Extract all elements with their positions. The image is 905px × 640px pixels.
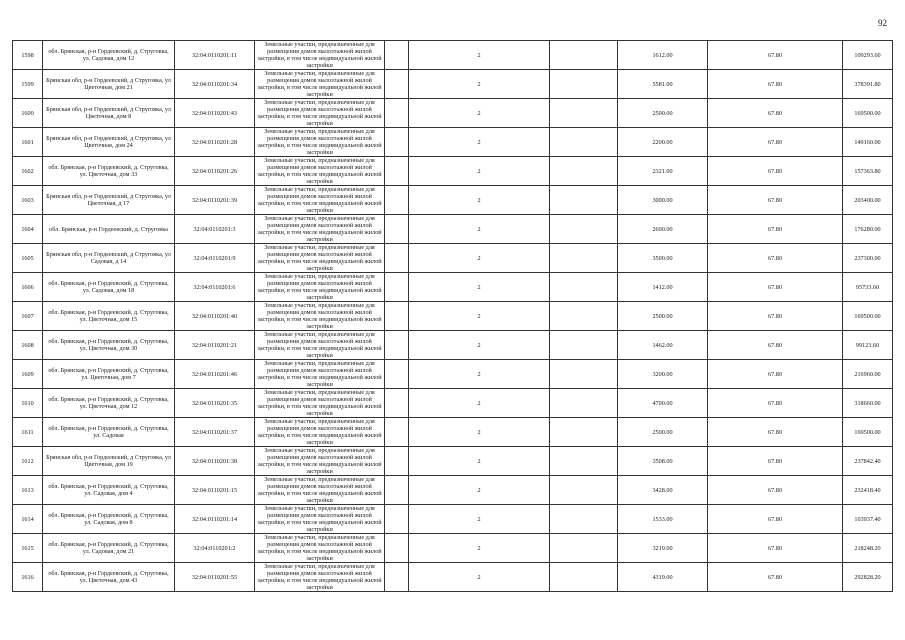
land-use-cell: Земельные участки, предназначенные для размещения домов малоэтажной жилой застройки, в том числе индивидуальной жилой застройки (255, 70, 385, 99)
area-cell: 1612.00 (618, 41, 708, 70)
row-number: 1600 (13, 99, 43, 128)
empty-cell (385, 99, 409, 128)
group-cell: 2 (409, 360, 550, 389)
row-number: 1603 (13, 186, 43, 215)
rate-cell: 67.80 (708, 302, 843, 331)
empty-cell (550, 534, 618, 563)
area-cell: 2321.00 (618, 157, 708, 186)
table-row (13, 447, 893, 476)
group-cell: 2 (409, 389, 550, 418)
cadastral-number-cell: 32:04:0110201:46 (175, 360, 255, 389)
address-cell: обл. Брянская, р-н Гордеевский, д. Струговка, ул. Цветочная, дом 15 (43, 302, 175, 331)
empty-cell (550, 563, 618, 592)
empty-cell (550, 476, 618, 505)
row-number: 1605 (13, 244, 43, 273)
address-cell: Брянская обл, р-н Гордеевский, д Струговка, ул Садовая, д 14 (43, 244, 175, 273)
address-cell: обл. Брянская, р-н Гордеевский, д. Струговка, ул. Цветочная, дом 12 (43, 389, 175, 418)
land-use-cell: Земельные участки, предназначенные для размещения домов малоэтажной жилой застройки, в том числе индивидуальной жилой застройки (255, 302, 385, 331)
rate-cell: 67.80 (708, 534, 843, 563)
rate-cell: 67.80 (708, 128, 843, 157)
row-number: 1598 (13, 41, 43, 70)
cadastral-number-cell: 32:04:0110201:55 (175, 563, 255, 592)
cadastral-value-cell: 218248.20 (843, 534, 893, 563)
row-number: 1599 (13, 70, 43, 99)
land-use-cell: Земельные участки, предназначенные для размещения домов малоэтажной жилой застройки, в том числе индивидуальной жилой застройки (255, 447, 385, 476)
empty-cell (550, 418, 618, 447)
row-number: 1607 (13, 302, 43, 331)
group-cell: 2 (409, 505, 550, 534)
cadastral-value-cell: 157363.80 (843, 157, 893, 186)
land-use-cell: Земельные участки, предназначенные для размещения домов малоэтажной жилой застройки, в том числе индивидуальной жилой застройки (255, 99, 385, 128)
empty-cell (385, 215, 409, 244)
table-row (13, 302, 893, 331)
empty-cell (550, 244, 618, 273)
rate-cell: 67.80 (708, 476, 843, 505)
empty-cell (385, 476, 409, 505)
cadastral-value-cell: 232418.40 (843, 476, 893, 505)
empty-cell (385, 389, 409, 418)
group-cell: 2 (409, 186, 550, 215)
area-cell: 3000.00 (618, 186, 708, 215)
empty-cell (550, 389, 618, 418)
table-row (13, 360, 893, 389)
area-cell: 2500.00 (618, 99, 708, 128)
empty-cell (550, 99, 618, 128)
address-cell: Брянская обл, р-н Гордеевский, д Струговка, ул Цветочная, дом 8 (43, 99, 175, 128)
row-number: 1608 (13, 331, 43, 360)
cadastral-value-cell: 292828.20 (843, 563, 893, 592)
group-cell: 2 (409, 418, 550, 447)
table-row (13, 273, 893, 302)
address-cell: обл. Брянская, р-н Гордеевский, д. Струговка, ул. Садовая (43, 418, 175, 447)
table-row (13, 70, 893, 99)
empty-cell (385, 157, 409, 186)
empty-cell (385, 360, 409, 389)
area-cell: 3219.00 (618, 534, 708, 563)
table-row (13, 331, 893, 360)
land-registry-table (12, 40, 893, 592)
row-number: 1613 (13, 476, 43, 505)
empty-cell (550, 302, 618, 331)
cadastral-number-cell: 32:04:0110201:9 (175, 244, 255, 273)
area-cell: 3500.00 (618, 244, 708, 273)
cadastral-number-cell: 32:04:0110201:3 (175, 215, 255, 244)
group-cell: 2 (409, 70, 550, 99)
rate-cell: 67.80 (708, 273, 843, 302)
cadastral-number-cell: 32:04:0110201:11 (175, 41, 255, 70)
address-cell: обл. Брянская, р-н Гордеевский, д. Струговка, ул. Садовая, дом 12 (43, 41, 175, 70)
address-cell: Брянская обл, р-н Гордеевский, д Струговка, ул Цветочная, дом 21 (43, 70, 175, 99)
group-cell: 2 (409, 331, 550, 360)
land-use-cell: Земельные участки, предназначенные для размещения домов малоэтажной жилой застройки, в том числе индивидуальной жилой застройки (255, 563, 385, 592)
group-cell: 2 (409, 563, 550, 592)
table-row (13, 41, 893, 70)
area-cell: 1462.00 (618, 331, 708, 360)
empty-cell (385, 534, 409, 563)
table-row (13, 186, 893, 215)
land-use-cell: Земельные участки, предназначенные для размещения домов малоэтажной жилой застройки, в том числе индивидуальной жилой застройки (255, 505, 385, 534)
cadastral-number-cell: 32:04:0110201:2 (175, 534, 255, 563)
rate-cell: 67.80 (708, 447, 843, 476)
empty-cell (550, 360, 618, 389)
empty-cell (550, 215, 618, 244)
table-row (13, 476, 893, 505)
area-cell: 2600.00 (618, 215, 708, 244)
rate-cell: 67.80 (708, 215, 843, 244)
row-number: 1601 (13, 128, 43, 157)
group-cell: 2 (409, 273, 550, 302)
address-cell: обл. Брянская, р-н Гордеевский, д. Струговка, ул. Цветочная, дом 33 (43, 157, 175, 186)
cadastral-value-cell: 169500.00 (843, 302, 893, 331)
group-cell: 2 (409, 476, 550, 505)
address-cell: обл. Брянская, р-н Гордеевский, д. Струговка, ул. Цветочная, дом 43 (43, 563, 175, 592)
row-number: 1610 (13, 389, 43, 418)
empty-cell (550, 186, 618, 215)
address-cell: Брянская обл, р-н Гордеевский, д Струговка, ул Цветочная, дом 24 (43, 128, 175, 157)
cadastral-value-cell: 318660.00 (843, 389, 893, 418)
land-use-cell: Земельные участки, предназначенные для размещения домов малоэтажной жилой застройки, в том числе индивидуальной жилой застройки (255, 186, 385, 215)
cadastral-value-cell: 176280.00 (843, 215, 893, 244)
empty-cell (550, 70, 618, 99)
cadastral-number-cell: 32:04:0110201:43 (175, 99, 255, 128)
cadastral-number-cell: 32:04:0110201:37 (175, 418, 255, 447)
empty-cell (385, 244, 409, 273)
land-use-cell: Земельные участки, предназначенные для размещения домов малоэтажной жилой застройки, в том числе индивидуальной жилой застройки (255, 273, 385, 302)
address-cell: обл. Брянская, р-н Гордеевский, д. Струговка, ул. Цветочная, дом 7 (43, 360, 175, 389)
land-use-cell: Земельные участки, предназначенные для размещения домов малоэтажной жилой застройки, в том числе индивидуальной жилой застройки (255, 157, 385, 186)
area-cell: 1533.00 (618, 505, 708, 534)
table-row (13, 563, 893, 592)
address-cell: обл. Брянская, р-н Гордеевский, д. Струговка, ул. Садовая, дом 18 (43, 273, 175, 302)
empty-cell (550, 128, 618, 157)
rate-cell: 67.80 (708, 70, 843, 99)
land-use-cell: Земельные участки, предназначенные для размещения домов малоэтажной жилой застройки, в том числе индивидуальной жилой застройки (255, 331, 385, 360)
table-row (13, 534, 893, 563)
cadastral-value-cell: 378391.80 (843, 70, 893, 99)
address-cell: обл. Брянская, р-н Гордеевский, д. Струговка, ул. Садовая, дом 8 (43, 505, 175, 534)
group-cell: 2 (409, 99, 550, 128)
table-row (13, 505, 893, 534)
empty-cell (550, 41, 618, 70)
empty-cell (385, 505, 409, 534)
rate-cell: 67.80 (708, 360, 843, 389)
empty-cell (385, 447, 409, 476)
cadastral-value-cell: 103937.40 (843, 505, 893, 534)
cadastral-number-cell: 32:04:0110201:28 (175, 128, 255, 157)
area-cell: 4700.00 (618, 389, 708, 418)
empty-cell (550, 331, 618, 360)
area-cell: 4319.00 (618, 563, 708, 592)
area-cell: 2500.00 (618, 418, 708, 447)
cadastral-value-cell: 203400.00 (843, 186, 893, 215)
cadastral-value-cell: 237300.00 (843, 244, 893, 273)
cadastral-number-cell: 32:04:0110201:39 (175, 186, 255, 215)
area-cell: 1412.00 (618, 273, 708, 302)
empty-cell (550, 273, 618, 302)
group-cell: 2 (409, 302, 550, 331)
rate-cell: 67.80 (708, 157, 843, 186)
area-cell: 3200.00 (618, 360, 708, 389)
cadastral-value-cell: 169500.00 (843, 99, 893, 128)
empty-cell (385, 186, 409, 215)
row-number: 1602 (13, 157, 43, 186)
address-cell: обл. Брянская, р-н Гордеевский, д. Струговка, ул. Садовая, дом 4 (43, 476, 175, 505)
rate-cell: 67.80 (708, 563, 843, 592)
cadastral-number-cell: 32:04:0110201:21 (175, 331, 255, 360)
cadastral-number-cell: 32:04:0110201:26 (175, 157, 255, 186)
rate-cell: 67.80 (708, 99, 843, 128)
row-number: 1609 (13, 360, 43, 389)
row-number: 1604 (13, 215, 43, 244)
cadastral-number-cell: 32:04:0110201:38 (175, 447, 255, 476)
empty-cell (550, 157, 618, 186)
address-cell: Брянская обл, р-н Гордеевский, д Струговка, ул Цветочная, д 17 (43, 186, 175, 215)
area-cell: 2500.00 (618, 302, 708, 331)
table-row (13, 128, 893, 157)
rate-cell: 67.80 (708, 331, 843, 360)
address-cell: Брянская обл, р-н Гордеевский, д Струговка, ул Цветочная, дом 19 (43, 447, 175, 476)
cadastral-value-cell: 216960.00 (843, 360, 893, 389)
empty-cell (385, 70, 409, 99)
cadastral-number-cell: 32:04:0110201:14 (175, 505, 255, 534)
rate-cell: 67.80 (708, 186, 843, 215)
land-use-cell: Земельные участки, предназначенные для размещения домов малоэтажной жилой застройки, в том числе индивидуальной жилой застройки (255, 476, 385, 505)
area-cell: 3428.00 (618, 476, 708, 505)
empty-cell (385, 128, 409, 157)
table-row (13, 389, 893, 418)
group-cell: 2 (409, 128, 550, 157)
table-row (13, 215, 893, 244)
row-number: 1606 (13, 273, 43, 302)
rate-cell: 67.80 (708, 389, 843, 418)
address-cell: обл. Брянская, р-н Гордеевский, д. Струговка, ул. Садовая, дом 21 (43, 534, 175, 563)
land-use-cell: Земельные участки, предназначенные для размещения домов малоэтажной жилой застройки, в том числе индивидуальной жилой застройки (255, 128, 385, 157)
land-use-cell: Земельные участки, предназначенные для размещения домов малоэтажной жилой застройки, в том числе индивидуальной жилой застройки (255, 418, 385, 447)
rate-cell: 67.80 (708, 244, 843, 273)
row-number: 1616 (13, 563, 43, 592)
group-cell: 2 (409, 534, 550, 563)
empty-cell (385, 331, 409, 360)
row-number: 1614 (13, 505, 43, 534)
group-cell: 2 (409, 215, 550, 244)
empty-cell (550, 447, 618, 476)
rate-cell: 67.80 (708, 418, 843, 447)
table-row (13, 244, 893, 273)
cadastral-value-cell: 237842.40 (843, 447, 893, 476)
page-number: 92 (878, 18, 887, 28)
group-cell: 2 (409, 447, 550, 476)
empty-cell (385, 273, 409, 302)
cadastral-number-cell: 32:04:0110201:15 (175, 476, 255, 505)
row-number: 1611 (13, 418, 43, 447)
cadastral-value-cell: 95733.60 (843, 273, 893, 302)
row-number: 1612 (13, 447, 43, 476)
empty-cell (385, 302, 409, 331)
area-cell: 3508.00 (618, 447, 708, 476)
land-use-cell: Земельные участки, предназначенные для размещения домов малоэтажной жилой застройки, в том числе индивидуальной жилой застройки (255, 534, 385, 563)
area-cell: 5581.00 (618, 70, 708, 99)
address-cell: обл. Брянская, р-н Гордеевский, д. Струговка (43, 215, 175, 244)
table-row (13, 418, 893, 447)
cadastral-number-cell: 32:04:0110201:35 (175, 389, 255, 418)
table-row (13, 157, 893, 186)
land-use-cell: Земельные участки, предназначенные для размещения домов малоэтажной жилой застройки, в том числе индивидуальной жилой застройки (255, 244, 385, 273)
rate-cell: 67.80 (708, 505, 843, 534)
cadastral-value-cell: 99123.60 (843, 331, 893, 360)
land-use-cell: Земельные участки, предназначенные для размещения домов малоэтажной жилой застройки, в том числе индивидуальной жилой застройки (255, 360, 385, 389)
land-use-cell: Земельные участки, предназначенные для размещения домов малоэтажной жилой застройки, в том числе индивидуальной жилой застройки (255, 215, 385, 244)
row-number: 1615 (13, 534, 43, 563)
land-use-cell: Земельные участки, предназначенные для размещения домов малоэтажной жилой застройки, в том числе индивидуальной жилой застройки (255, 389, 385, 418)
rate-cell: 67.80 (708, 41, 843, 70)
address-cell: обл. Брянская, р-н Гордеевский, д. Струговка, ул. Цветочная, дом 30 (43, 331, 175, 360)
group-cell: 2 (409, 157, 550, 186)
group-cell: 2 (409, 41, 550, 70)
cadastral-value-cell: 109293.60 (843, 41, 893, 70)
empty-cell (550, 505, 618, 534)
table-row (13, 99, 893, 128)
land-use-cell: Земельные участки, предназначенные для размещения домов малоэтажной жилой застройки, в том числе индивидуальной жилой застройки (255, 41, 385, 70)
group-cell: 2 (409, 244, 550, 273)
empty-cell (385, 418, 409, 447)
empty-cell (385, 563, 409, 592)
cadastral-value-cell: 169500.00 (843, 418, 893, 447)
cadastral-number-cell: 32:04:0110201:34 (175, 70, 255, 99)
empty-cell (385, 41, 409, 70)
area-cell: 2200.00 (618, 128, 708, 157)
cadastral-value-cell: 149160.00 (843, 128, 893, 157)
cadastral-number-cell: 32:04:0110201:6 (175, 273, 255, 302)
table-body (13, 41, 893, 592)
cadastral-number-cell: 32:04:0110201:40 (175, 302, 255, 331)
